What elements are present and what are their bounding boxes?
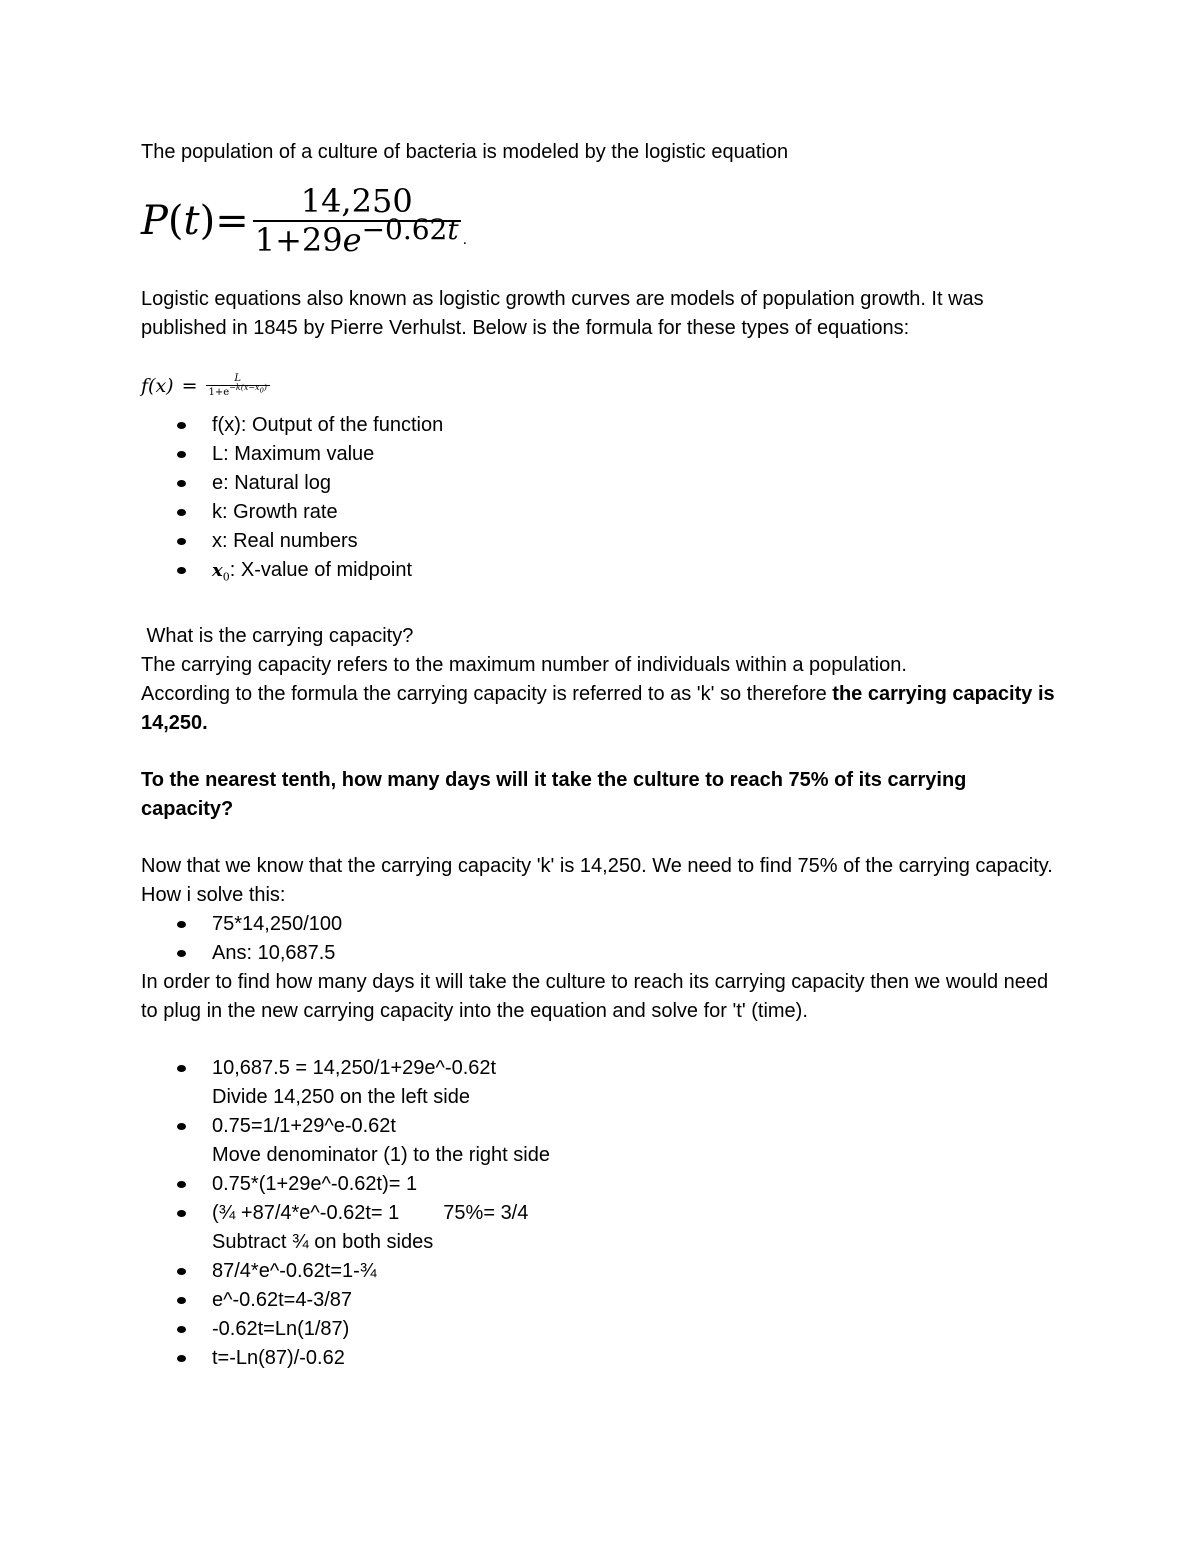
general-formula-lhs: f(x) <box>141 374 174 397</box>
list-item: 87/4*e^-0.62t=1-¾ <box>141 1257 1061 1286</box>
document-content <box>141 138 1061 1373</box>
bullet-icon <box>177 567 186 574</box>
bullet-icon <box>177 422 186 429</box>
general-formula-numerator: L <box>234 372 242 384</box>
list-item: 10,687.5 = 14,250/1+29e^-0.62t Divide 14,250 on the left side <box>141 1054 1061 1112</box>
list-item: 75*14,250/100 <box>141 910 1061 939</box>
bullet-icon <box>177 1065 186 1072</box>
carrying-capacity-definition: The carrying capacity refers to the maximum number of individuals within a population. <box>141 653 907 676</box>
list-item: k: Growth rate <box>141 498 1061 527</box>
steps-list <box>141 1054 1061 1373</box>
logistic-paragraph: Logistic equations also known as logistic growth curves are models of population growth. It was published in 1845 by Pierre Verhulst. Below is the formula for these types of equations: <box>141 288 984 339</box>
general-formula-eq: = <box>181 374 198 397</box>
question-days-heading: To the nearest tenth, how many days will it take the culture to reach 75% of its carrying capacity? <box>141 768 967 820</box>
list-item: $x_0$: X-value of midpoint <box>141 556 1061 592</box>
list-item: t=-Ln(87)/-0.62 <box>141 1344 1061 1373</box>
solve-list <box>141 910 1061 968</box>
bullet-icon <box>177 1297 186 1304</box>
bullet-icon <box>177 1210 186 1217</box>
bullet-icon <box>177 1181 186 1188</box>
plug-in-paragraph: In order to find how many days it will take the culture to reach its carrying capacity then we would need to plug in the new carrying capacity into the equation and solve for 't' (time). <box>141 970 1049 1022</box>
carrying-capacity-answer: According to the formula the carrying capacity is referred to as 'k' so therefore the carrying capacity is 14,250. <box>141 682 1055 734</box>
list-item: f(x): Output of the function <box>141 411 1061 440</box>
bullet-icon <box>177 950 186 957</box>
bullet-icon <box>177 1268 186 1275</box>
general-formula-denominator: $1+e^{-k(x-x_0)}$ <box>206 385 270 400</box>
list-item: 0.75*(1+29e^-0.62t)= 1 <box>141 1170 1061 1199</box>
list-item: x: Real numbers <box>141 527 1061 556</box>
list-item: e^-0.62t=4-3/87 <box>141 1286 1061 1315</box>
intro-text: The population of a culture of bacteria is modeled by the logistic equation <box>141 141 789 163</box>
bullet-icon <box>177 480 186 487</box>
bullet-icon <box>177 921 186 928</box>
formula-lhs: P(t)= <box>141 198 249 244</box>
list-item: Ans: 10,687.5 <box>141 939 1061 968</box>
bullet-icon <box>177 1123 186 1130</box>
bullet-icon <box>177 1326 186 1333</box>
definition-list <box>141 411 1061 592</box>
bullet-icon <box>177 451 186 458</box>
general-logistic-formula <box>141 361 1061 411</box>
formula-fraction <box>253 184 461 258</box>
bullet-icon <box>177 538 186 545</box>
formula-numerator: 14,250 <box>300 182 413 220</box>
list-item: e: Natural log <box>141 469 1061 498</box>
question-carrying-capacity: What is the carrying capacity? <box>141 624 414 647</box>
bullet-icon <box>177 509 186 516</box>
list-item: -0.62t=Ln(1/87) <box>141 1315 1061 1344</box>
population-formula <box>141 173 1061 269</box>
formula-trailing-dot: . <box>462 232 468 248</box>
how-solve-label: How i solve this: <box>141 883 286 906</box>
bullet-icon <box>177 1355 186 1362</box>
list-item: 0.75=1/1+29^e-0.62t Move denominator (1) to the right side <box>141 1112 1061 1170</box>
formula-denominator: $1+29e^{-0.62t}$ <box>254 213 459 259</box>
list-item: (¾ +87/4*e^-0.62t= 1 75%= 3/4 Subtract ¾ on both sides <box>141 1199 1061 1257</box>
general-formula-fraction <box>206 373 270 400</box>
list-item: L: Maximum value <box>141 440 1061 469</box>
seventy-five-percent-paragraph: Now that we know that the carrying capacity 'k' is 14,250. We need to find 75% of the carrying capacity. <box>141 854 1053 877</box>
x0-symbol: $x_0$ <box>212 560 230 584</box>
